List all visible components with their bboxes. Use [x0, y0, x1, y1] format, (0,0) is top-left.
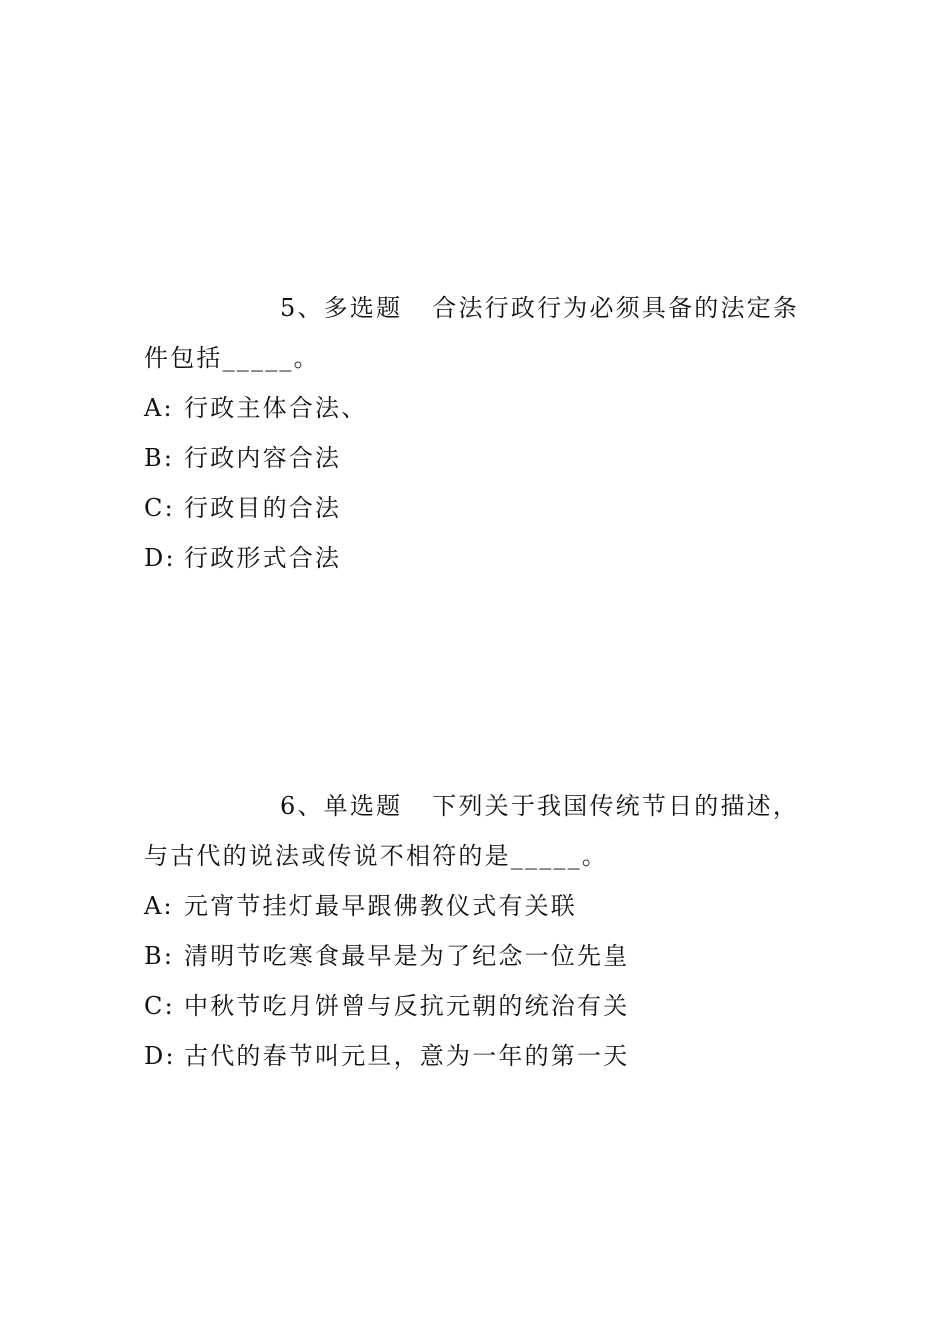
option-text: 中秋节吃月饼曾与反抗元朝的统治有关: [184, 992, 630, 1020]
question-5: [144, 283, 810, 583]
option-b: [144, 931, 810, 981]
option-letter: A:: [144, 892, 174, 920]
question-stem: [144, 781, 810, 881]
option-text: 清明节吃寒食最早是为了纪念一位先皇: [184, 942, 630, 970]
option-text: 行政目的合法: [184, 494, 342, 522]
option-letter: D:: [144, 1042, 176, 1070]
option-b: [144, 433, 810, 483]
option-letter: A:: [144, 394, 174, 422]
question-number: 5、: [280, 294, 324, 322]
question-type: 多选题: [323, 294, 403, 322]
option-text: 行政形式合法: [184, 544, 342, 572]
option-text: 行政主体合法、: [184, 394, 368, 422]
option-text: 古代的春节叫元旦，意为一年的第一天: [184, 1042, 630, 1070]
option-d: [144, 1031, 810, 1081]
option-c: [144, 483, 810, 533]
option-c: [144, 981, 810, 1031]
question-6: [144, 781, 810, 1081]
option-text: 元宵节挂灯最早跟佛教仪式有关联: [184, 892, 577, 920]
option-letter: C:: [144, 992, 175, 1020]
option-a: [144, 383, 810, 433]
question-text: 下列关于我国传统节日的描述，与古代的说法或传说不相符的是_____。: [144, 792, 800, 870]
question-text: 合法行政行为必须具备的法定条件包括_____。: [144, 294, 800, 372]
option-letter: C:: [144, 494, 175, 522]
option-letter: B:: [144, 444, 175, 472]
question-type: 单选题: [323, 792, 403, 820]
question-stem: [144, 283, 810, 383]
option-letter: D:: [144, 544, 176, 572]
option-letter: B:: [144, 942, 175, 970]
question-number: 6、: [280, 792, 324, 820]
option-d: [144, 533, 810, 583]
option-a: [144, 881, 810, 931]
option-text: 行政内容合法: [184, 444, 342, 472]
